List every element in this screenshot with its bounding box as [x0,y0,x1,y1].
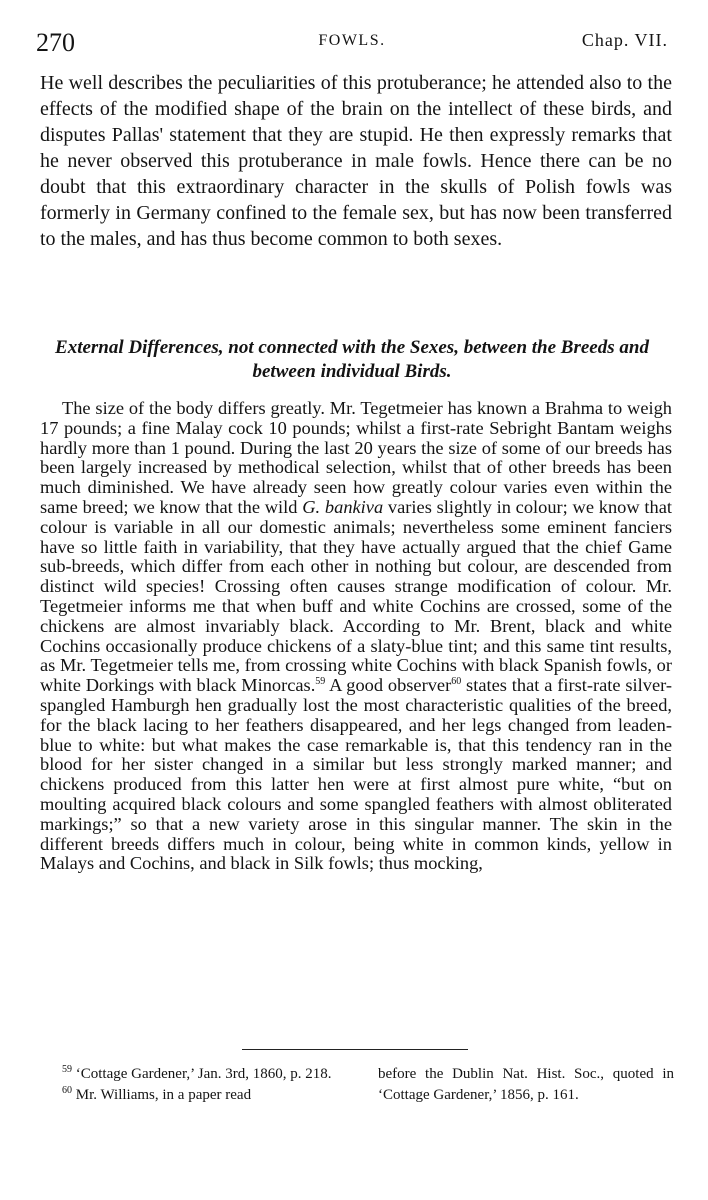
footnote-60-marker: 60 [62,1085,72,1096]
footnote-59-text: ‘Cottage Gardener,’ Jan. 3rd, 1860, p. 218. [72,1066,332,1082]
paragraph-text-part-1: The size of the body differs greatly. Mr. Tegetmeier has known a Brahma to weigh 17 pounds; a fine Malay cock 10 pounds; whilst a first-rate Sebright Bantam weighs hardly more than 1 pound. During the last 20 years the size of some of our breeds has been largely increased by methodical selection, whilst that of other breeds has been much diminished. We have already seen how greatly colour varies even within the same breed; we know that the wild [40,398,672,517]
paragraph-text-part-2: varies slightly in colour; we know that colour is variable in all our domestic animals; nevertheless some eminent fanciers have so little faith in variability, that they have actually argued that the chief Game sub-breeds, which differ from each other in nothing but colour, are descended from distinct wild species! Crossing often causes strange modification of colour. Mr. Tegetmeier informs me that when buff and white Cochins are crossed, some of the chickens are almost invariably black. According to Mr. Brent, black and white Cochins occasionally produce chickens of a slaty-blue tint; and this same tint results, as Mr. Tegetmeier tells me, from crossing white Cochins with black Spanish fowls, or white Dorkings with black Minorcas. [40,496,672,696]
paragraph-text-part-3: A good observer [325,675,452,696]
chapter-reference: Chap. VII. [581,30,668,50]
paragraph-size-and-colour [40,399,672,874]
footnote-60 [40,1085,346,1106]
paragraph-continued: He well describes the peculiarities of this protuberance; he attended also to the effects of the modified shape of the brain on the intellect of these birds, and disputes Pallas' statement that they are stupid. He then expressly remarks that he never observed this protuberance in male fowls. Hence there can be no doubt that this extraordinary character in the skulls of Polish fowls was formerly in Germany confined to the female sex, but has now been transferred to the males, and has thus become common to both sexes. [40,72,672,250]
running-title: FOWLS. [318,32,386,49]
page-number: 270 [36,28,75,57]
footnotes-left-column [40,1064,346,1106]
footnotes-right-column [378,1064,674,1106]
species-name: G. bankiva [302,496,384,517]
section-heading: External Differences, not connected with the Sexes, between the Breeds and between individual Birds. [55,337,649,382]
footnote-ref-60[interactable]: 60 [451,676,462,688]
footnote-59 [40,1064,346,1085]
running-head [36,18,668,58]
footnote-ref-59[interactable]: 59 [315,676,326,688]
footnote-60-continued: before the Dublin Nat. Hist. Soc., quoted in ‘Cottage Gardener,’ 1856, p. 161. [378,1066,674,1103]
footnote-59-marker: 59 [62,1064,72,1075]
footnote-60-text: Mr. Williams, in a paper read [72,1087,252,1103]
paragraph-text-part-4: states that a first-rate silver-spangled Hamburgh hen gradually lost the most characteristic qualities of the breed, for the black lacing to her feathers disappeared, and her legs changed from leaden-blue to white: but what makes the case remarkable is, that this tendency ran in the blood for her sister changed in a similar but less strongly marked manner; and chickens produced from this latter hen were at first almost pure white, “but on moulting acquired black colours and some spangled feathers with almost obliterated markings;” so that a new variety arose in this singular manner. The skin in the different breeds differs much in colour, being white in common kinds, yellow in Malays and Cochins, and black in Silk fowls; thus mocking, [40,675,672,874]
footnote-divider [242,1049,468,1050]
